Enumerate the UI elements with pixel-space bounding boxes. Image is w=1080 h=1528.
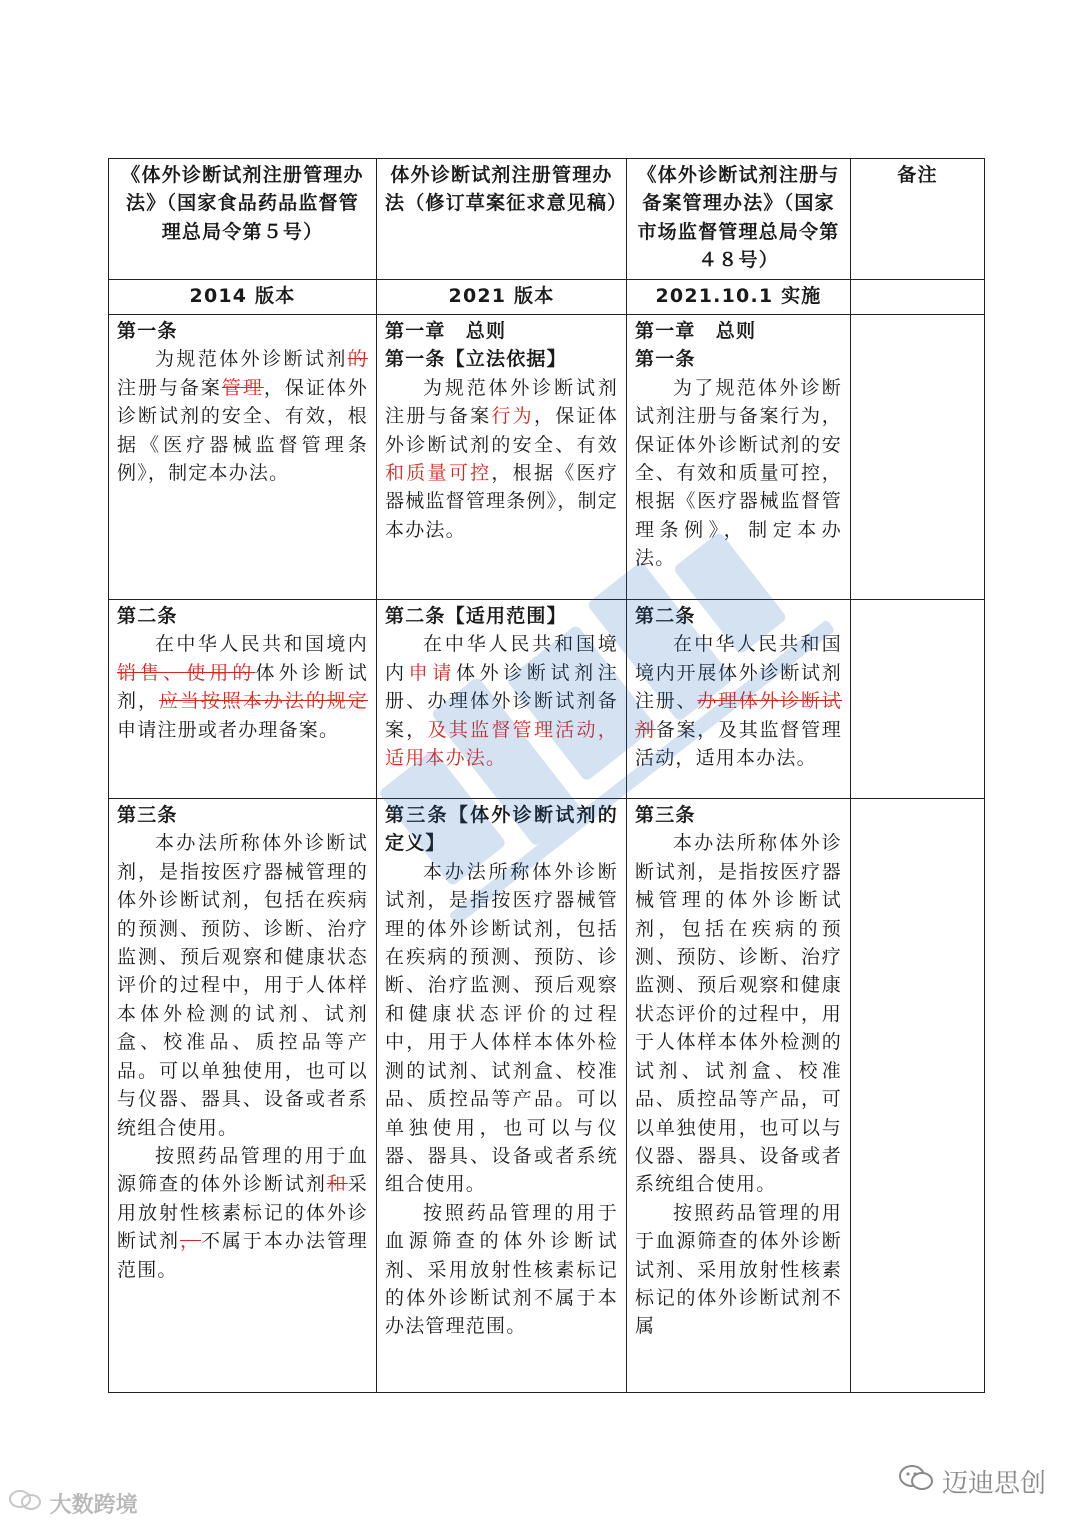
deleted-text: 管理 — [221, 376, 264, 399]
article-title: 第一条 — [635, 348, 696, 371]
version-2021-effective: 2021.10.1 实施 — [627, 279, 851, 314]
header-remarks: 备注 — [851, 159, 985, 280]
article-title: 第二条 — [117, 605, 178, 628]
article-3-row — [109, 799, 985, 1393]
article-body: 本办法所称体外诊断试剂，是指按医疗器械管理的体外诊断试剂，包括在疾病的预测、预防、诊断、治疗监测、预后观察和健康状态评价的过程中，用于人体样本体外检测的试剂、试剂盒、校准品、质控品等产品，可以单独使用，也可以与仪器、器具、设备或者系统组合使用。 — [635, 832, 842, 1196]
article-2-row — [109, 600, 985, 799]
article-body: 按照药品管理的用于血源筛查的体外诊断试剂和采用放射性核素标记的体外诊断试剂，不属于本办法管理范围。 — [117, 1144, 368, 1281]
article-2-remarks — [851, 600, 985, 799]
article-title: 第三条【体外诊断试剂的定义】 — [385, 804, 618, 855]
article-body: 在中华人民共和国境内申请体外诊断试剂注册、办理体外诊断试剂备案，及其监督管理活动，适用本办法。 — [385, 633, 619, 770]
article-1-2014 — [109, 315, 377, 600]
added-text: 行为 — [491, 405, 534, 428]
article-1-2021 — [377, 315, 627, 600]
header-row — [109, 159, 985, 280]
wechat-icon — [898, 1464, 934, 1499]
header-2014: 《体外诊断试剂注册管理办法》（国家食品药品监督管理总局令第５号） — [109, 159, 377, 280]
article-body: 为规范体外诊断试剂的注册与备案管理，保证体外诊断试剂的安全、有效，根据《医疗器械监督管理条例》，制定本办法。 — [117, 348, 368, 485]
footer-left-brand — [8, 1488, 138, 1519]
added-text: 申请 — [408, 661, 456, 684]
article-body: 本办法所称体外诊断试剂，是指按医疗器械管理的体外诊断试剂，包括在疾病的预测、预防、诊断、治疗监测、预后观察和健康状态评价的过程中，用于人体样本体外检测的试剂、试剂盒、校准品、质控品等产品。可以单独使用，也可以与仪器、器具、设备或者系统组合使用。 — [385, 860, 618, 1196]
header-2021-draft: 体外诊断试剂注册管理办法（修订草案征求意见稿） — [377, 159, 627, 280]
article-1-remarks — [851, 315, 985, 600]
article-title: 第三条 — [635, 804, 696, 827]
version-2014: 2014 版本 — [109, 279, 377, 314]
article-3-remarks — [851, 799, 985, 1393]
article-2-2021 — [377, 600, 627, 799]
deleted-text: 办理体外诊断试剂 — [635, 690, 842, 741]
article-3-2014 — [109, 799, 377, 1393]
footer-right-text: 迈迪思创 — [941, 1469, 1046, 1499]
article-body: 按照药品管理的用于血源筛查的体外诊断试剂、采用放射性核素标记的体外诊断试剂不属于本办法管理范围。 — [385, 1201, 618, 1338]
version-row — [109, 279, 985, 314]
deleted-text: 销售、使用的 — [117, 661, 256, 684]
article-2-2021-effective — [627, 600, 851, 799]
article-1-2021-effective — [627, 315, 851, 600]
article-1-row — [109, 315, 985, 600]
version-remarks — [851, 279, 985, 314]
deleted-text: 和 — [326, 1173, 348, 1196]
article-3-2021-effective — [627, 799, 851, 1393]
article-title: 第二条【适用范围】 — [385, 605, 567, 628]
deleted-text: ， — [179, 1230, 201, 1253]
article-body: 为规范体外诊断试剂注册与备案行为，保证体外诊断试剂的安全、有效和质量可控，根据《医疗器械监督管理条例》，制定本办法。 — [385, 376, 618, 541]
article-title: 第二条 — [635, 605, 696, 628]
deleted-text: 应当按照本办法的规定 — [158, 690, 368, 713]
article-3-2021 — [377, 799, 627, 1393]
chat-bubble-icon — [8, 1488, 42, 1518]
footer-left-text: 大数跨境 — [49, 1493, 138, 1518]
deleted-text: 的 — [347, 348, 368, 371]
chapter-title: 第一章 总则 — [385, 320, 507, 343]
added-text: 及其监督管理活动，适用本办法。 — [385, 718, 618, 770]
chapter-title: 第一章 总则 — [635, 320, 757, 343]
added-text: 和质量可控 — [385, 462, 492, 485]
article-body: 按照药品管理的用于血源筛查的体外诊断试剂、采用放射性核素标记的体外诊断试剂不属 — [635, 1201, 842, 1338]
article-title: 第一条 — [117, 320, 178, 343]
version-2021: 2021 版本 — [377, 279, 627, 314]
article-body: 在中华人民共和国境内开展体外诊断试剂注册、办理体外诊断试剂备案，及其监督管理活动，适用本办法。 — [635, 633, 842, 770]
article-body: 为了规范体外诊断试剂注册与备案行为，保证体外诊断试剂的安全、有效和质量可控，根据《医疗器械监督管理条例》，制定本办法。 — [635, 376, 842, 570]
article-2-2014 — [109, 600, 377, 799]
header-2021-final: 《体外诊断试剂注册与备案管理办法》（国家市场监督管理总局令第４８号） — [627, 159, 851, 280]
article-body: 本办法所称体外诊断试剂，是指按医疗器械管理的体外诊断试剂，包括在疾病的预测、预防、诊断、治疗监测、预后观察和健康状态评价的过程中，用于人体样本体外检测的试剂、试剂盒、校准品、质控品等产品。可以单独使用，也可以与仪器、器具、设备或者系统组合使用。 — [117, 832, 368, 1139]
article-title: 第三条 — [117, 804, 178, 827]
comparison-table — [108, 158, 985, 1393]
article-body: 在中华人民共和国境内销售、使用的体外诊断试剂，应当按照本办法的规定申请注册或者办理备案。 — [117, 633, 368, 741]
footer-right-brand — [898, 1463, 1046, 1500]
article-title: 第一条【立法依据】 — [385, 348, 567, 371]
